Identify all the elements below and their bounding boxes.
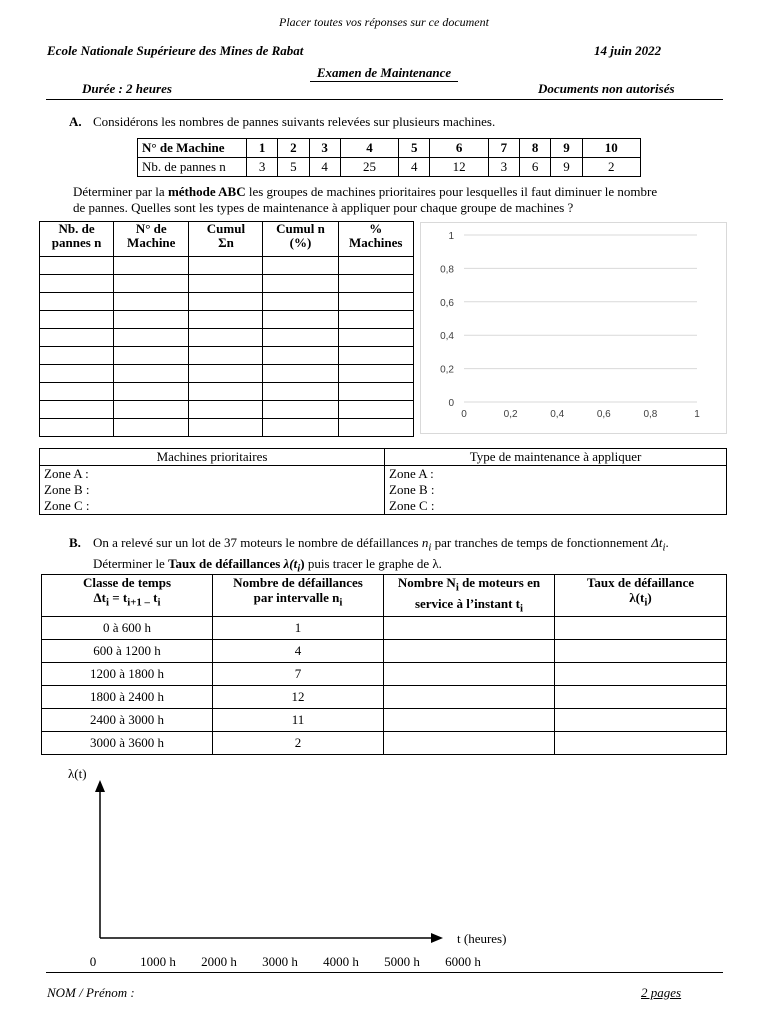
machine-cell: 4 (340, 139, 398, 158)
abc-cell[interactable] (189, 311, 263, 329)
table-row (42, 617, 727, 640)
part-a-intro: Considérons les nombres de pannes suivants relevées sur plusieurs machines. (93, 114, 496, 129)
abc-cell[interactable] (114, 401, 189, 419)
abc-cell[interactable] (338, 383, 413, 401)
abc-cell[interactable] (338, 365, 413, 383)
lambda-x-tick-label: 5000 h (384, 954, 420, 969)
abc-cell[interactable] (114, 329, 189, 347)
table-row (42, 686, 727, 709)
machine-cell: 1 (247, 139, 278, 158)
motors-cell[interactable] (384, 686, 555, 709)
footer-separator (46, 972, 723, 973)
rate-cell[interactable] (555, 640, 727, 663)
part-b-letter: B. (69, 535, 81, 550)
abc-cell[interactable] (40, 365, 114, 383)
pannes-cell: 2 (582, 158, 640, 177)
zone-b-maintenance: Zone B : (385, 482, 727, 498)
abc-chart (420, 222, 727, 434)
time-class-cell: 1800 à 2400 h (42, 686, 213, 709)
motors-cell[interactable] (384, 617, 555, 640)
abc-cell[interactable] (40, 347, 114, 365)
abc-header-pannes: Nb. de pannes n (40, 222, 114, 257)
table-row (40, 275, 414, 293)
time-class-cell: 600 à 1200 h (42, 640, 213, 663)
abc-cell[interactable] (40, 383, 114, 401)
abc-cell[interactable] (114, 311, 189, 329)
machine-row (138, 139, 641, 158)
pannes-cell: 4 (309, 158, 340, 177)
table-row (42, 709, 727, 732)
part-a-letter: A. (69, 114, 82, 129)
pannes-cell: 9 (551, 158, 582, 177)
abc-table (39, 221, 414, 437)
abc-cell[interactable] (189, 329, 263, 347)
abc-header-machine: N° de Machine (114, 222, 189, 257)
header-motors-in-service: Nombre $N_i$ de moteurs en service à l’instant $t_i$ (384, 575, 555, 617)
title-underline (310, 81, 458, 82)
pannes-cell: 3 (488, 158, 519, 177)
abc-cell[interactable] (189, 419, 263, 437)
machine-cell: 8 (520, 139, 551, 158)
rate-cell[interactable] (555, 686, 727, 709)
abc-cell[interactable] (40, 257, 114, 275)
abc-cell[interactable] (114, 383, 189, 401)
zone-b-machines: Zone B : (40, 482, 385, 498)
motors-cell[interactable] (384, 709, 555, 732)
abc-cell[interactable] (263, 329, 338, 347)
pannes-cell: 6 (520, 158, 551, 177)
machine-cell: 3 (309, 139, 340, 158)
failure-table (41, 574, 727, 755)
footer-name: NOM / Prénom : (47, 985, 135, 1000)
abc-cell[interactable] (263, 401, 338, 419)
abc-cell[interactable] (263, 419, 338, 437)
y-tick-label: 1 (448, 231, 454, 242)
abc-cell[interactable] (338, 257, 413, 275)
pannes-row-label: Nb. de pannes n (138, 158, 247, 177)
pannes-row (138, 158, 641, 177)
ni-symbol: n (421, 535, 429, 550)
part-a-question (73, 184, 733, 216)
table-row (42, 663, 727, 686)
lambda-x-tick-label: 0 (89, 954, 97, 969)
time-class-cell: 3000 à 3600 h (42, 732, 213, 755)
footer-pages: 2 pages (641, 985, 682, 1000)
zones-row (40, 498, 727, 515)
lambda-x-tick-label: 3000 h (262, 954, 298, 969)
lambda-x-tick-label: 1000 h (140, 954, 176, 969)
x-tick-label: 0,2 (503, 409, 518, 420)
abc-cell[interactable] (338, 347, 413, 365)
abc-cell[interactable] (114, 257, 189, 275)
table-row (40, 257, 414, 275)
table-row (40, 383, 414, 401)
table-row (40, 329, 414, 347)
abc-cell[interactable] (189, 257, 263, 275)
table-row (42, 732, 727, 755)
header-failures: Nombre de défaillances par intervalle $n_i$ (213, 575, 384, 617)
y-tick-label: 0,6 (440, 297, 454, 309)
table-row (42, 640, 727, 663)
question-text: de pannes. Quelles sont les types de maintenance à appliquer pour chaque groupe de machines ? (73, 200, 574, 215)
failure-header-row (42, 575, 727, 617)
abc-cell[interactable] (114, 365, 189, 383)
lambda-x-ticks (90, 954, 482, 969)
machine-cell: 9 (551, 139, 582, 158)
question-method: méthode ABC (167, 184, 246, 199)
time-class-cell: 0 à 600 h (42, 617, 213, 640)
abc-cell[interactable] (40, 293, 114, 311)
zone-a-machines: Zone A : (40, 466, 385, 483)
x-tick-label: 0,6 (596, 409, 611, 420)
table-row (40, 401, 414, 419)
machine-cell: 5 (399, 139, 430, 158)
lambda-x-label: t (heures) (457, 931, 507, 946)
rate-cell[interactable] (555, 732, 727, 755)
lambda-x-tick-label: 2000 h (201, 954, 237, 969)
x-tick-label: 1 (694, 409, 700, 420)
rate-cell[interactable] (555, 617, 727, 640)
abc-cell[interactable] (189, 275, 263, 293)
zones-table (39, 448, 727, 515)
x-tick-label: 0 (461, 409, 467, 420)
pannes-table (137, 138, 641, 177)
machine-cell: 10 (582, 139, 640, 158)
y-tick-label: 0,8 (440, 264, 454, 276)
question-text: Déterminer par la (73, 184, 168, 199)
lambda-x-tick-label: 6000 h (445, 954, 481, 969)
abc-cell[interactable] (263, 347, 338, 365)
abc-cell[interactable] (114, 275, 189, 293)
lambda-axes (40, 760, 520, 980)
pannes-cell: 12 (430, 158, 488, 177)
exam-date: 14 juin 2022 (594, 43, 662, 58)
abc-header-pct-machines: % Machines (338, 222, 413, 257)
x-tick-label: 0,4 (550, 409, 565, 420)
header-time-class: Classe de temps $\Delta t_i = t_{i+1 -}$ $t_i$ (42, 575, 213, 617)
x-axis-arrow (431, 933, 443, 943)
failure-count-cell: 12 (213, 686, 384, 709)
abc-header-cumul-pct: Cumul n (%) (263, 222, 338, 257)
table-row (40, 347, 414, 365)
zone-a-maintenance: Zone A : (385, 466, 727, 483)
zone-c-maintenance: Zone C : (385, 498, 727, 515)
header-failure-rate: Taux de défaillance $\lambda(t_i)$ (555, 575, 727, 617)
abc-cell[interactable] (263, 311, 338, 329)
top-note: Placer toutes vos réponses sur ce document (279, 15, 489, 29)
y-tick-label: 0,4 (440, 331, 454, 343)
zones-row (40, 482, 727, 498)
question-text: les groupes de machines prioritaires pour lesquelles il faut diminuer le nombre (245, 184, 658, 199)
table-row (40, 365, 414, 383)
abc-cell[interactable] (263, 293, 338, 311)
abc-cell[interactable] (40, 311, 114, 329)
documents-note: Documents non autorisés (538, 81, 675, 96)
pannes-cell: 3 (247, 158, 278, 177)
abc-header-cumul: Cumul Σn (189, 222, 263, 257)
failure-count-cell: 7 (213, 663, 384, 686)
time-class-cell: 2400 à 3000 h (42, 709, 213, 732)
pannes-cell: 4 (399, 158, 430, 177)
lambda-x-tick-label: 4000 h (323, 954, 359, 969)
pannes-cell: 5 (278, 158, 309, 177)
table-row (40, 293, 414, 311)
abc-cell[interactable] (338, 311, 413, 329)
time-class-cell: 1200 à 1800 h (42, 663, 213, 686)
motors-cell[interactable] (384, 640, 555, 663)
zones-header-maintenance: Type de maintenance à appliquer (385, 449, 727, 466)
zone-c-machines: Zone C : (40, 498, 385, 515)
failure-count-cell: 4 (213, 640, 384, 663)
abc-cell[interactable] (40, 329, 114, 347)
abc-cell[interactable] (114, 419, 189, 437)
rate-cell[interactable] (555, 663, 727, 686)
abc-cell[interactable] (189, 401, 263, 419)
abc-cell[interactable] (338, 329, 413, 347)
machine-row-label: N° de Machine (138, 139, 247, 158)
abc-cell[interactable] (189, 365, 263, 383)
table-row (40, 311, 414, 329)
abc-cell[interactable] (40, 275, 114, 293)
motors-cell[interactable] (384, 663, 555, 686)
abc-cell[interactable] (338, 275, 413, 293)
y-axis-arrow (95, 780, 105, 792)
y-tick-label: 0,2 (440, 364, 454, 376)
rate-cell[interactable] (555, 709, 727, 732)
abc-cell[interactable] (40, 401, 114, 419)
abc-cell[interactable] (338, 401, 413, 419)
abc-cell[interactable] (189, 347, 263, 365)
abc-cell[interactable] (114, 347, 189, 365)
failure-count-cell: 1 (213, 617, 384, 640)
failure-rate-bold: Taux de défaillances (168, 555, 284, 571)
abc-header-row (40, 222, 414, 257)
part-b-text: On a relevé sur un lot de 37 moteurs le nombre de défaillances $n_i$ par tranches de temps de fonctionnement $\Delta t_i$. Déterminer le Taux de défaillances $\lambda(t_i)$ puis tracer le graphe de λ. (93, 535, 669, 575)
abc-cell[interactable] (40, 419, 114, 437)
failure-count-cell: 11 (213, 709, 384, 732)
abc-cell[interactable] (338, 293, 413, 311)
machine-cell: 6 (430, 139, 488, 158)
school-name: Ecole Nationale Supérieure des Mines de Rabat (47, 43, 304, 58)
x-tick-label: 0,8 (643, 409, 658, 420)
y-tick-label: 0 (448, 398, 454, 409)
abc-cell[interactable] (263, 257, 338, 275)
lambda-y-label: λ(t) (68, 766, 87, 781)
table-row (40, 419, 414, 437)
abc-cell[interactable] (189, 383, 263, 401)
failure-count-cell: 2 (213, 732, 384, 755)
zones-row (40, 466, 727, 483)
machine-cell: 2 (278, 139, 309, 158)
header-separator (46, 99, 723, 100)
delta-t-symbol: Δt (651, 535, 663, 550)
motors-cell[interactable] (384, 732, 555, 755)
abc-cell[interactable] (263, 383, 338, 401)
zones-header-machines: Machines prioritaires (40, 449, 385, 466)
machine-cell: 7 (488, 139, 519, 158)
abc-cell[interactable] (338, 419, 413, 437)
abc-cell[interactable] (263, 275, 338, 293)
zones-header-row (40, 449, 727, 466)
abc-chart-svg (421, 223, 726, 433)
exam-duration: Durée : 2 heures (82, 81, 172, 96)
pannes-cell: 25 (340, 158, 398, 177)
abc-cell[interactable] (263, 365, 338, 383)
abc-cell[interactable] (114, 293, 189, 311)
abc-cell[interactable] (189, 293, 263, 311)
abc-body (40, 257, 414, 437)
exam-title: Examen de Maintenance (316, 65, 452, 80)
